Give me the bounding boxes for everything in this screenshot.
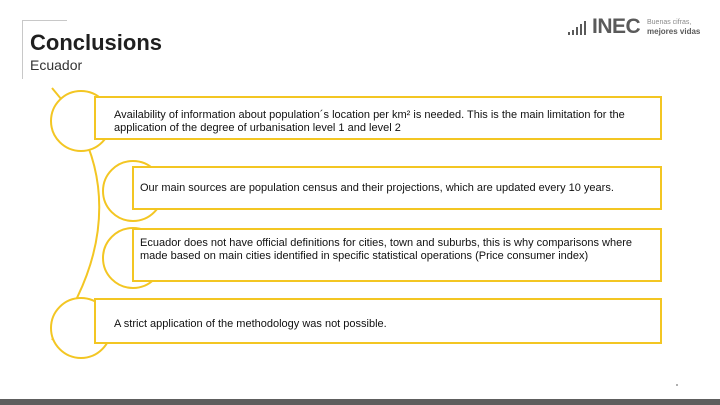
page-title: Conclusions (30, 30, 163, 55)
logo-text: INEC (592, 15, 641, 38)
list-item-1 (94, 96, 662, 140)
list-item-4 (94, 298, 662, 344)
list-item-2 (132, 166, 662, 210)
logo-tagline-line1: Buenas cifras, (647, 19, 692, 26)
list-item-text-2: Our main sources are population census and their projections, which are updated every 10 years. (140, 182, 614, 194)
page-subtitle: Ecuador (30, 57, 83, 73)
bottom-dot (676, 384, 678, 386)
logo-tagline-line2: mejores vidas (647, 27, 701, 36)
bottom-bar (0, 399, 720, 405)
list-item-text-1: Availability of information about population´s location per km² is needed. This is the main limitation for the application of the degree of urbanisation level 1 and level 2 (114, 109, 625, 134)
signal-bars-icon (568, 21, 592, 35)
logo-tagline (647, 18, 707, 36)
list-item-3 (132, 228, 662, 282)
inec-logo (568, 16, 708, 40)
list-item-text-3: Ecuador does not have official definitions for cities, town and suburbs, this is why comparisons where made based on main cities identified in specific statistical operations (Price consumer index) (140, 237, 632, 262)
list-item-text-4: A strict application of the methodology was not possible. (114, 318, 387, 330)
